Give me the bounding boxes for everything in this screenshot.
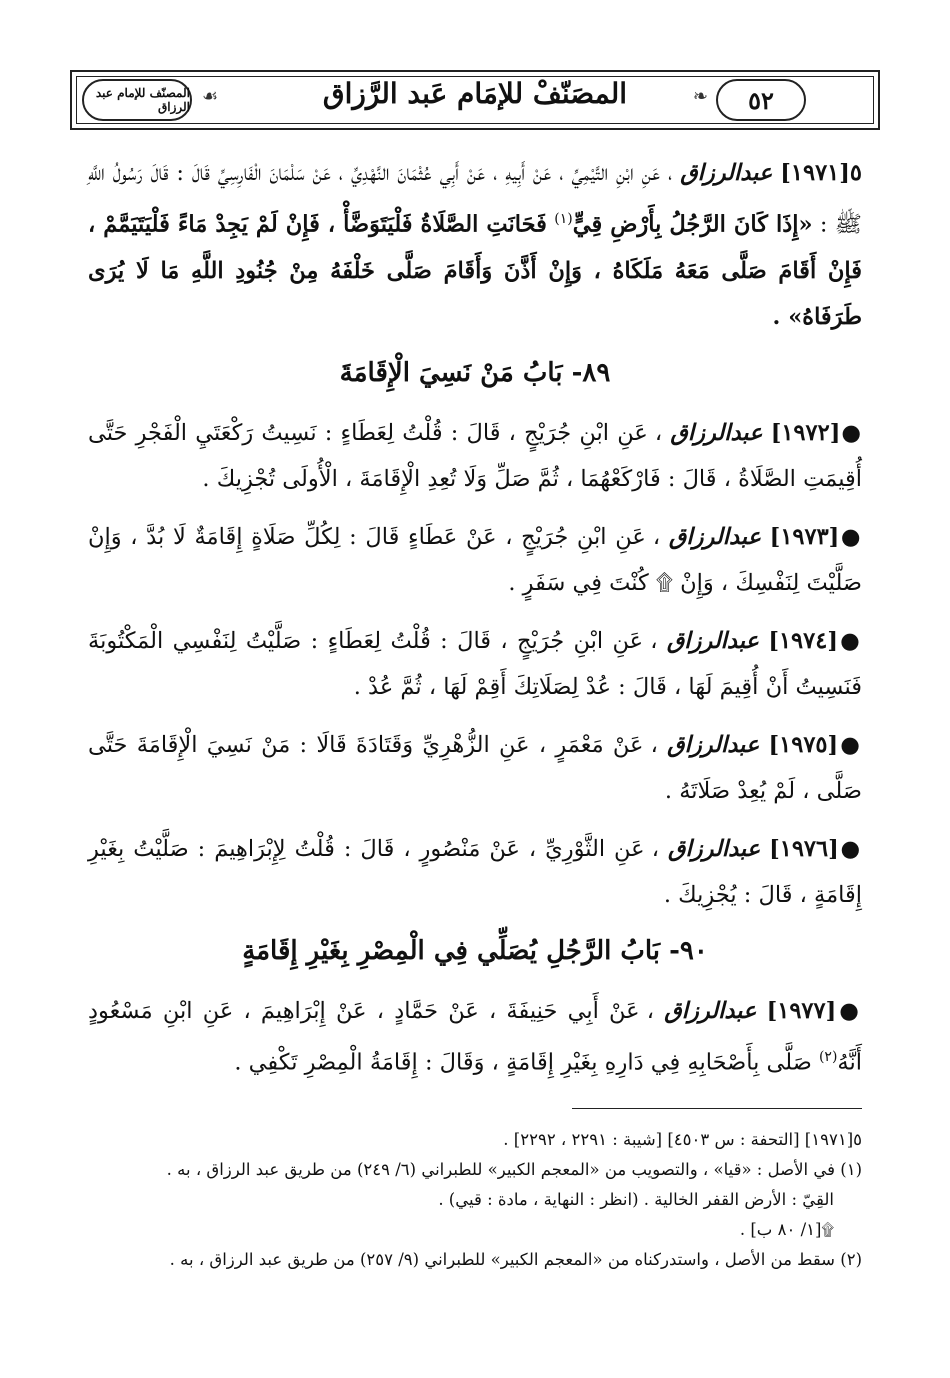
entry-isnad: ، عَنِ ابْنِ التَّيْمِيِّ ، عَنْ أَبِيهِ ، عَنْ أَبِي عُثْمَانَ النَّهْدِيِّ ، عَنْ سَلْمَانَ الْفَارِسِيِّ قَالَ : قَالَ رَسُولُ اللَّهِ ﷺ :	[88, 160, 862, 238]
page-header	[70, 70, 880, 130]
entry-text: ، عَنْ مَعْمَرٍ ، عَنِ الزُّهْرِيِّ وَقَتَادَةَ قَالَا : مَنْ نَسِيَ الْإِقَامَةَ حَتَّى صَلَّى ، لَمْ يُعِدْ صَلَاتَهُ .	[88, 731, 862, 804]
entry-number: ٥[١٩٧١]	[780, 160, 862, 186]
footnote-line: القِيّ : الأرض القفر الخالية . (انظر : النهاية ، مادة : قيي) .	[438, 1190, 834, 1209]
hadith-entry	[88, 722, 862, 814]
entry-text: ، عَنِ ابْنِ جُرَيْجٍ ، قَالَ : قُلْتُ لِعَطَاءٍ : صَلَّيْتُ لِنَفْسِي الْمَكْتُوبَةَ فَنَسِيتُ أَنْ أُقِيمَ لَهَا ، قَالَ : عُدْ لِصَلَاتِكَ أَقِمْ لَهَا ، ثُمَّ عُدْ .	[88, 627, 862, 700]
footnote-marker: (٢)	[818, 1048, 838, 1065]
entry-author: عبدالرزاق	[680, 160, 773, 186]
entry-author: عبدالرزاق	[668, 523, 761, 550]
entry-number: ●[١٩٧٦]	[769, 835, 862, 862]
entry-text: ، عَنِ ابْنِ جُرَيْجٍ ، عَنْ عَطَاءٍ قَالَ : لِكُلِّ صَلَاةٍ إِقَامَةٌ لَا بُدَّ ، وَإِنْ صَلَّيْتَ لِنَفْسِكَ ، وَإِنْ ۩ كُنْتَ فِي سَفَرٍ .	[88, 523, 862, 596]
entry-matn-rest: فَحَانَتِ الصَّلَاةُ فَلْيَتَوَضَّأْ ، فَإِنْ لَمْ يَجِدْ مَاءً فَلْيَتَيَمَّمْ ، فَإِنْ أَقَامَ صَلَّى مَعَهُ مَلَكَاهُ ، وَإِنْ أَذَّنَ وَأَقَامَ صَلَّى خَلْفَهُ مِنْ جُنُودِ اللَّهِ مَا لَا يُرَى طَرَفَاهُ» .	[88, 211, 862, 330]
hadith-entry	[88, 150, 862, 340]
entry-author: عبدالرزاق	[670, 419, 763, 446]
chapter-heading: ٩٠- بَابُ الرَّجُلِ يُصَلِّي فِي الْمِصْرِ بِغَيْرِ إِقَامَةٍ	[242, 935, 708, 966]
entry-number: ●[١٩٧٣]	[769, 523, 862, 550]
entry-number: ●[١٩٧٢]	[770, 419, 863, 446]
ornament-icon: ☙	[202, 86, 219, 107]
entry-number: ●[١٩٧٧]	[766, 997, 862, 1024]
entry-author: عبدالرزاق	[667, 731, 760, 758]
book-logo: المصنّف للإمام عبد الرزاق	[82, 79, 192, 121]
footnote-line: (٢) سقط من الأصل ، واستدركناه من «المعجم الكبير» للطبراني (٩/ ٢٥٧) من طريق عبد الرزاق ، به .	[169, 1250, 862, 1269]
entry-matn: «إِذَا كَانَ الرَّجُلُ بِأَرْضِ قِيٍّ	[572, 211, 813, 238]
footnote-marker: (١)	[554, 211, 573, 227]
footnotes	[100, 1125, 862, 1275]
footnote-line: ٥[١٩٧١] [التحفة : س ٤٥٠٣] [شيبة : ٢٢٩١ ، ٢٢٩٢] .	[503, 1130, 862, 1149]
page-number: ٥٢	[716, 79, 806, 121]
entry-author: عبدالرزاق	[664, 997, 757, 1024]
hadith-entry	[88, 514, 862, 606]
entry-text: ، عَنِ الثَّوْرِيِّ ، عَنْ مَنْصُورٍ ، قَالَ : قُلْتُ لِإِبْرَاهِيمَ : صَلَّيْتُ بِغَيْرِ إِقَامَةٍ ، قَالَ : يُجْزِيكَ .	[88, 835, 862, 908]
hadith-entry	[88, 618, 862, 710]
entry-text: ، عَنْ أَبِي حَنِيفَةَ ، عَنْ حَمَّادٍ ، عَنْ إِبْرَاهِيمَ ، عَنِ ابْنِ مَسْعُودٍ أَنَّهُ	[88, 997, 862, 1075]
ornament-icon: ❧	[692, 86, 708, 107]
footnote-line: (١) في الأصل : «قيا» ، والتصويب من «المعجم الكبير» للطبراني (٦/ ٢٤٩) من طريق عبد الرزاق ، به .	[166, 1160, 862, 1179]
chapter-heading: ٨٩- بَابُ مَنْ نَسِيَ الْإِقَامَةَ	[339, 357, 611, 388]
hadith-entry	[88, 988, 862, 1086]
footnote-line: ۩[١/ ٨٠ ب] .	[739, 1220, 834, 1239]
footnote-divider	[572, 1108, 862, 1109]
entry-number: ●[١٩٧٤]	[768, 627, 862, 654]
hadith-entry	[88, 410, 862, 502]
main-text	[88, 150, 862, 1097]
entry-text: ، عَنِ ابْنِ جُرَيْجٍ ، قَالَ : قُلْتُ لِعَطَاءٍ : نَسِيتُ رَكْعَتَيِ الْفَجْرِ حَتَّى أُقِيمَتِ الصَّلَاةُ ، قَالَ : فَارْكَعْهُمَا ، ثُمَّ صَلِّ وَلَا تُعِدِ الْإِقَامَةَ ، الْأُولَى تُجْزِيكَ .	[88, 419, 862, 492]
entry-author: عبدالرزاق	[668, 835, 761, 862]
running-title: المصَنّفْ للإمَام عَبد الرَّزاق	[322, 77, 628, 110]
entry-text-rest: صَلَّى بِأَصْحَابِهِ فِي دَارِهِ بِغَيْرِ إِقَامَةٍ ، وَقَالَ : إِقَامَةُ الْمِصْرِ تَكْفِي .	[234, 1049, 812, 1075]
hadith-entry	[88, 826, 862, 918]
entry-number: ●[١٩٧٥]	[768, 731, 862, 758]
entry-author: عبدالرزاق	[666, 627, 759, 654]
